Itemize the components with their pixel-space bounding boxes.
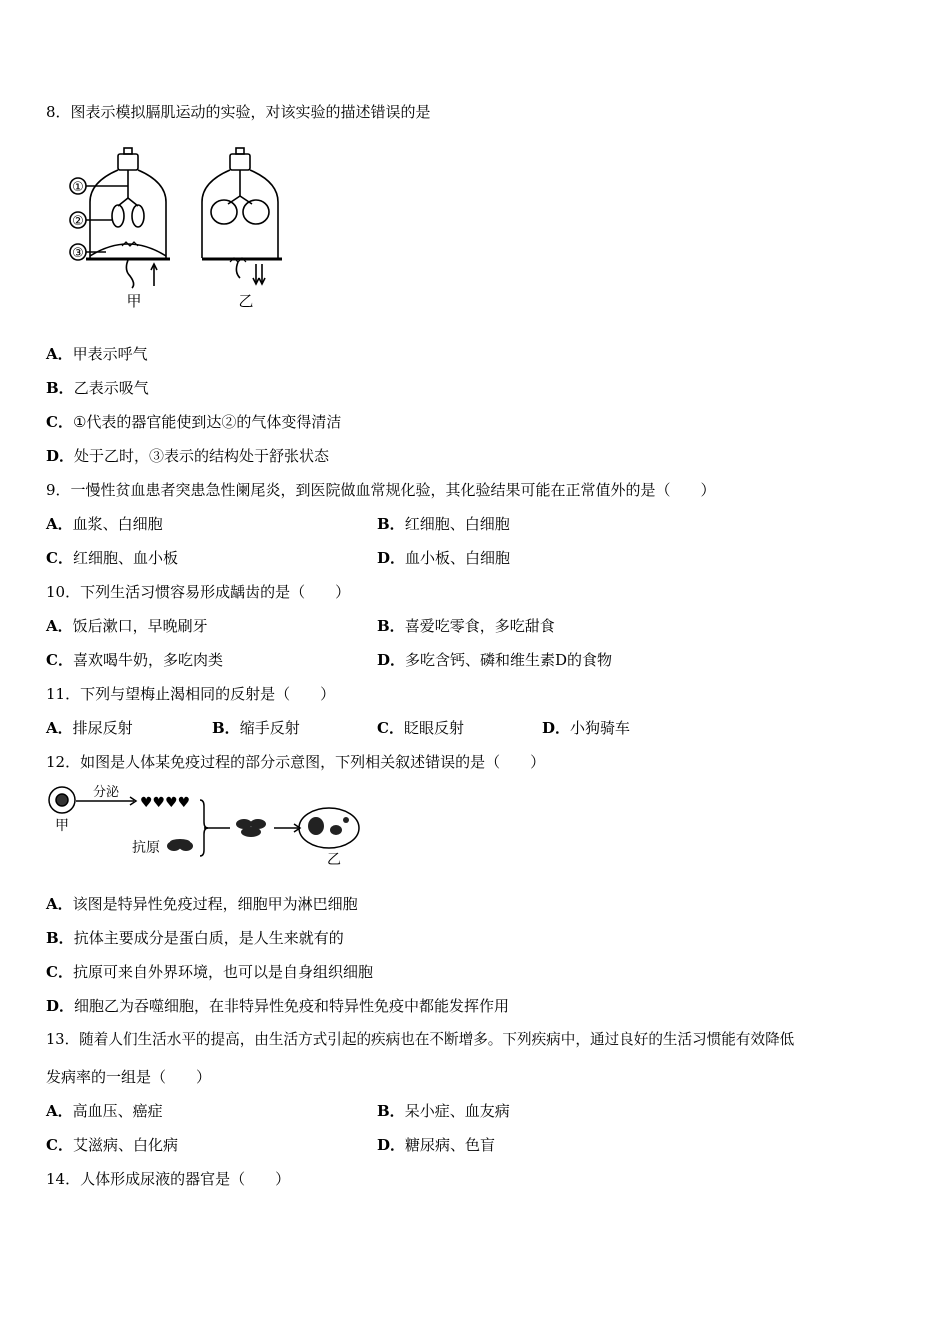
- question-14-stem: 14．人体形成尿液的器官是（ ）: [46, 1170, 291, 1188]
- jar-yi: [202, 148, 282, 284]
- option-text: 高血压、癌症: [72, 1102, 163, 1120]
- q10-option-b[interactable]: [377, 616, 555, 636]
- option-text: 多吃含钙、磷和维生素D的食物: [405, 651, 613, 669]
- q10-option-d[interactable]: [377, 650, 612, 670]
- option-letter: B．: [377, 515, 405, 533]
- q8-option-a[interactable]: [46, 344, 148, 364]
- q11-option-c[interactable]: [377, 718, 464, 738]
- option-letter: B．: [46, 379, 74, 397]
- q13-option-a[interactable]: [46, 1101, 163, 1121]
- option-letter: C．: [377, 719, 404, 737]
- q11-option-b[interactable]: [212, 718, 300, 738]
- option-letter: B．: [212, 719, 240, 737]
- q8-option-d[interactable]: [46, 446, 329, 466]
- option-text: 乙表示吸气: [73, 379, 149, 397]
- q10-option-a[interactable]: [46, 616, 208, 636]
- option-letter: B．: [377, 617, 405, 635]
- option-text: 抗原可来自外界环境，也可以是自身组织细胞: [72, 963, 373, 981]
- option-letter: C．: [46, 549, 73, 567]
- option-text: 抗体主要成分是蛋白质，是人生来就有的: [73, 929, 344, 947]
- option-letter: D．: [46, 447, 75, 465]
- label-1: ①: [72, 180, 84, 195]
- q13-option-c[interactable]: [46, 1135, 178, 1155]
- option-letter: D．: [377, 651, 406, 669]
- question-10-stem: 10．下列生活习惯容易形成龋齿的是（ ）: [46, 583, 351, 601]
- cell-jia-label: 甲: [55, 818, 69, 834]
- option-letter: D．: [377, 1136, 406, 1154]
- question-8-stem: 8．图表示模拟膈肌运动的实验，对该实验的描述错误的是: [46, 103, 431, 121]
- option-letter: A．: [46, 1102, 73, 1120]
- option-text: 细胞乙为吞噬细胞，在非特异性免疫和特异性免疫中都能发挥作用: [74, 997, 510, 1015]
- caption-yi: 乙: [238, 292, 254, 310]
- label-2: ②: [72, 214, 84, 229]
- option-letter: A．: [46, 515, 73, 533]
- option-text: ①代表的器官能使到达②的气体变得清洁: [72, 413, 342, 431]
- question-11-stem: 11．下列与望梅止渴相同的反射是（ ）: [46, 685, 336, 703]
- option-text: 血浆、白细胞: [72, 515, 163, 533]
- q13-option-d[interactable]: [377, 1135, 495, 1155]
- jar-jia: [70, 148, 170, 288]
- cell-yi-label: 乙: [327, 852, 341, 868]
- option-text: 艾滋病、白化病: [72, 1136, 178, 1154]
- option-text: 红细胞、血小板: [72, 549, 178, 567]
- option-text: 糖尿病、色盲: [405, 1136, 496, 1154]
- option-letter: A．: [46, 895, 73, 913]
- question-13-stem-line1: 13．随着人们生活水平的提高，由生活方式引起的疾病也在不断增多。下列疾病中，通过良好的生活习惯能有效降低: [46, 1031, 795, 1048]
- option-letter: D．: [46, 997, 75, 1015]
- q11-option-a[interactable]: [46, 718, 133, 738]
- complex-blobs: [236, 819, 266, 837]
- q11-option-d[interactable]: [542, 718, 630, 738]
- option-letter: D．: [542, 719, 571, 737]
- q8-option-c[interactable]: [46, 412, 341, 432]
- option-text: 小狗骑车: [570, 719, 631, 737]
- option-text: 血小板、白细胞: [405, 549, 511, 567]
- option-letter: C．: [46, 413, 73, 431]
- q10-option-c[interactable]: [46, 650, 223, 670]
- immune-process-figure: [44, 784, 366, 870]
- secrete-label: 分泌: [92, 785, 120, 800]
- option-text: 呆小症、血友病: [404, 1102, 510, 1120]
- q9-option-c[interactable]: [46, 548, 178, 568]
- question-12-stem: 12．如图是人体某免疫过程的部分示意图，下列相关叙述错误的是（ ）: [46, 753, 546, 771]
- q12-option-b[interactable]: [46, 928, 344, 948]
- option-text: 眨眼反射: [403, 719, 464, 737]
- q12-option-c[interactable]: [46, 962, 373, 982]
- q12-option-a[interactable]: [46, 894, 358, 914]
- option-letter: A．: [46, 719, 73, 737]
- option-text: 喜爱吃零食，多吃甜食: [404, 617, 555, 635]
- q12-option-d[interactable]: [46, 996, 509, 1016]
- caption-jia: 甲: [126, 292, 142, 310]
- q8-option-b[interactable]: [46, 378, 149, 398]
- antigen-blobs: [167, 839, 193, 851]
- diaphragm-model-figure: [56, 146, 296, 311]
- q13-option-b[interactable]: [377, 1101, 510, 1121]
- option-letter: A．: [46, 617, 73, 635]
- option-text: 甲表示呼气: [72, 345, 148, 363]
- q9-option-d[interactable]: [377, 548, 510, 568]
- option-text: 缩手反射: [239, 719, 300, 737]
- option-text: 该图是特异性免疫过程，细胞甲为淋巴细胞: [72, 895, 358, 913]
- option-letter: C．: [46, 1136, 73, 1154]
- option-letter: C．: [46, 651, 73, 669]
- antigen-label: 抗原: [132, 840, 160, 856]
- q9-option-b[interactable]: [377, 514, 510, 534]
- option-letter: A．: [46, 345, 73, 363]
- antibodies: ♥♥♥♥: [140, 795, 191, 811]
- phagocyte-contents: [308, 817, 349, 835]
- option-letter: B．: [46, 929, 74, 947]
- question-13-stem-line2: 发病率的一组是（ ）: [46, 1068, 212, 1086]
- label-3: ③: [72, 246, 84, 261]
- option-text: 喜欢喝牛奶，多吃肉类: [72, 651, 223, 669]
- option-text: 处于乙时，③表示的结构处于舒张状态: [74, 447, 330, 465]
- q9-option-a[interactable]: [46, 514, 163, 534]
- option-text: 饭后漱口，早晚刷牙: [72, 617, 208, 635]
- option-letter: B．: [377, 1102, 405, 1120]
- option-letter: C．: [46, 963, 73, 981]
- option-text: 排尿反射: [72, 719, 133, 737]
- question-9-stem: 9．一慢性贫血患者突患急性阑尾炎，到医院做血常规化验，其化验结果可能在正常值外的是（ ）: [46, 481, 716, 499]
- option-text: 红细胞、白细胞: [404, 515, 510, 533]
- option-letter: D．: [377, 549, 406, 567]
